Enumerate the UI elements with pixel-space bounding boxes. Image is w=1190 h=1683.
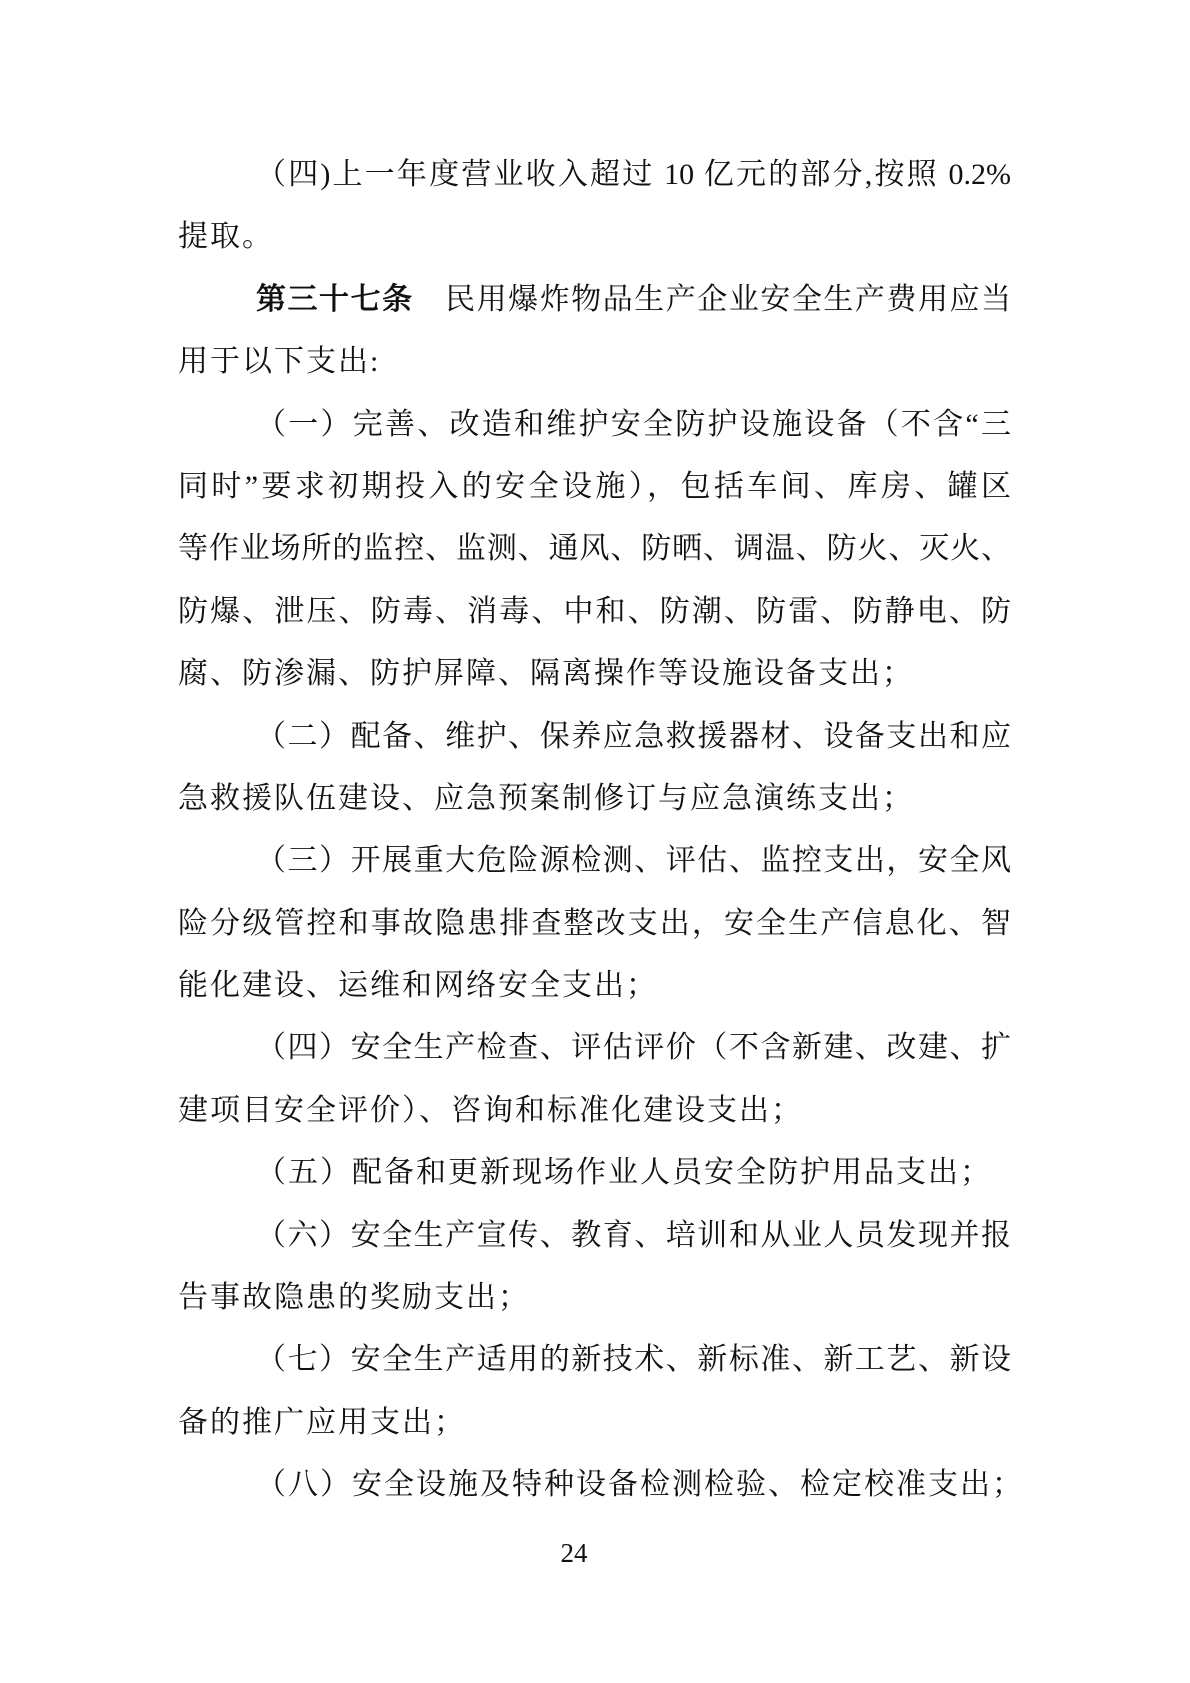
- article-number: 第三十七条: [256, 282, 414, 316]
- text-line: 急救援队伍建设、应急预案制修订与应急演练支出；: [178, 781, 914, 815]
- text-line: （三）开展重大危险源检测、评估、监控支出，安全风: [256, 844, 1011, 878]
- text-line: 险分级管控和事故隐患排查整改支出，安全生产信息化、智: [178, 906, 1011, 940]
- text-line: 提取。: [178, 220, 274, 254]
- text-line: （五）配备和更新现场作业人员安全防护用品支出；: [256, 1156, 992, 1190]
- text-line: （七）安全生产适用的新技术、新标准、新工艺、新设: [256, 1343, 1011, 1377]
- text-line: （四）安全生产检查、评估评价（不含新建、改建、扩: [256, 1031, 1011, 1065]
- text-line: （六）安全生产宣传、教育、培训和从业人员发现并报: [256, 1218, 1011, 1252]
- text-line: 能化建设、运维和网络安全支出；: [178, 969, 658, 1003]
- text-line: （八）安全设施及特种设备检测检验、检定校准支出；: [256, 1468, 1024, 1502]
- text-line: 等作业场所的监控、监测、通风、防晒、调温、防火、灭火、: [178, 532, 1011, 566]
- text-line: 告事故隐患的奖励支出；: [178, 1281, 530, 1315]
- text-line: 用于以下支出:: [178, 345, 381, 379]
- text-line: 同时”要求初期投入的安全设施），包括车间、库房、罐区: [178, 469, 1011, 503]
- text-line: 建项目安全评价）、咨询和标准化建设支出；: [178, 1093, 803, 1127]
- text-line: （一）完善、改造和维护安全防护设施设备（不含“三: [256, 407, 1011, 441]
- text-line: 第三十七条 民用爆炸物品生产企业安全生产费用应当: [256, 282, 1012, 316]
- text-line: 腐、防渗漏、防护屏障、隔离操作等设施设备支出；: [178, 657, 914, 691]
- text-line: （四)上一年度营业收入超过 10 亿元的部分,按照 0.2%: [256, 158, 1011, 191]
- text-line: 备的推广应用支出；: [178, 1405, 466, 1439]
- document-body: [178, 144, 1024, 1517]
- page-number: 24: [560, 1538, 588, 1568]
- text-line: （二）配备、维护、保养应急救援器材、设备支出和应: [256, 719, 1011, 753]
- text-line: 防爆、泄压、防毒、消毒、中和、防潮、防雷、防静电、防: [178, 594, 1011, 628]
